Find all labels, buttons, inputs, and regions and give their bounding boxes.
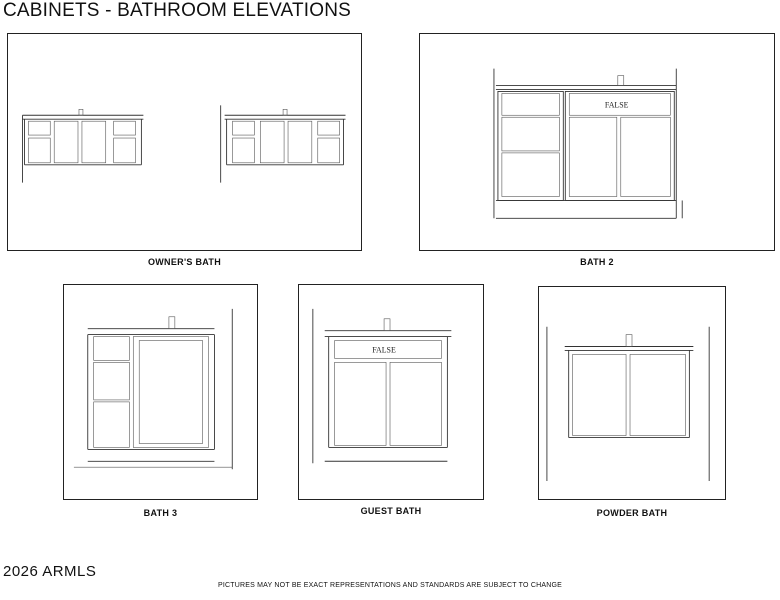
guest-bath-drawing: [299, 285, 483, 499]
bath-2-elevation: [419, 33, 775, 251]
powder-bath-drawing: [539, 287, 725, 499]
owners-bath-left-vanity: [23, 109, 144, 182]
guest-bath-drawer-label: FALSE: [372, 345, 396, 355]
page-title: CABINETS - BATHROOM ELEVATIONS: [3, 0, 352, 21]
bath-3-drawing: [64, 285, 257, 499]
guest-bath-elevation: [298, 284, 484, 500]
owners-bath-drawing: [8, 34, 361, 250]
owners-bath-elevation: [7, 33, 362, 251]
caption-guest-bath: GUEST BATH: [360, 506, 422, 516]
bath-3-elevation: [63, 284, 258, 500]
powder-bath-elevation: [538, 286, 726, 500]
caption-bath-3: BATH 3: [143, 508, 178, 518]
copyright-text: 2026 ARMLS: [3, 563, 97, 580]
caption-powder-bath: POWDER BATH: [596, 508, 668, 518]
caption-bath-2: BATH 2: [580, 257, 614, 267]
bath-2-drawing: [420, 34, 774, 250]
bath-2-drawer-label: FALSE: [604, 100, 629, 110]
caption-owners-bath: OWNER'S BATH: [147, 257, 222, 267]
disclaimer-text: PICTURES MAY NOT BE EXACT REPRESENTATIONS AND STANDARDS ARE SUBJECT TO CHANGE: [218, 582, 562, 589]
owners-bath-right-vanity: [221, 105, 346, 182]
